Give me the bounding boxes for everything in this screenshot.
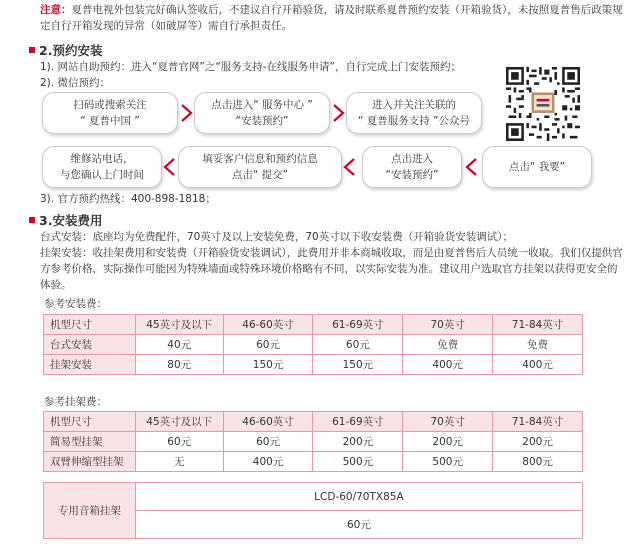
speaker-bracket-table: [43, 482, 583, 539]
flow-step-phone-confirm: 维修站电话， 与您确认上门时间: [42, 146, 162, 188]
section-bullet-icon: [29, 47, 35, 53]
booking-wechat: 2). 微信预约：: [40, 77, 110, 89]
flow-step-enter-booking: 点击进入 “安装预约”: [362, 146, 462, 188]
table-row: 台式安装 40元 60元 60元 免费 免费: [44, 335, 583, 355]
flow-step-service-center: 点击进入“ 服务中心 ” “安装预约”: [194, 92, 330, 134]
table-row: 挂架安装 80元 150元 150元 400元 400元: [44, 355, 583, 375]
desktop-install-note: 台式安装：底座均为免费配件，70英寸及以上安装免费，70英寸以下收安装费（开箱验货安装调试）；: [40, 231, 513, 243]
wechat-qr-code: [506, 67, 580, 141]
table-header-row: 机型尺寸 45英寸及以下 46-60英寸 61-69英寸 70英寸 71-84英寸: [44, 315, 583, 335]
speaker-bracket-label: 专用音箱挂架: [44, 483, 136, 539]
bracket-fee-caption: 参考挂架费：: [44, 396, 107, 408]
flow-step-click-want: 点击“ 我要”: [482, 146, 592, 188]
notice-body: 夏普电视外包装完好确认签收后，不建议自行开箱验货，请及时联系夏普预约安装（开箱验货），未按照夏普售后政策规定自行开箱发现的异常（如破屏等）需自行承担责任。: [40, 4, 623, 32]
flow-step-scan: 扫码或搜索关注 “ 夏普中国 ”: [42, 92, 178, 134]
arrow-left-icon: [162, 157, 178, 177]
notice-text: [40, 2, 626, 34]
arrow-right-icon: [178, 103, 194, 123]
bracket-fee-table: [43, 411, 583, 472]
flow-step-submit: 填妥客户信息和预约信息 点击“ 提交”: [178, 146, 342, 188]
install-fee-table: [43, 314, 583, 375]
table-row: 简易型挂架 60元 60元 200元 200元 200元: [44, 432, 583, 452]
booking-web: 1). 网站自助预约：进入“夏普官网”之“服务支持-在线服务申请”，自行完成上门安装预约；: [40, 61, 461, 73]
section-bullet-icon: [29, 217, 35, 223]
bracket-install-note: 挂架安装：收挂架费用和安装费（开箱验货安装调试），此费用并非本商城收取，而是由夏普售后人员统一收取。我们仅提供官方参考价格，实际操作可能因为特殊墙面或特殊环境价格略有不同，以实际安装为准。建议用户选取官方挂架以获得更安全的体验。: [40, 247, 623, 291]
flow-step-follow-account: 进入并关注关联的 “ 夏普服务支持 ”公众号: [346, 92, 482, 134]
section-title-booking: 2.预约安装: [29, 41, 102, 59]
arrow-right-icon: [330, 103, 346, 123]
speaker-bracket-price: 60元: [135, 511, 582, 539]
arrow-left-icon: [342, 157, 358, 177]
arrow-left-icon: [464, 157, 480, 177]
table-header-row: 机型尺寸 45英寸及以下 46-60英寸 61-69英寸 70英寸 71-84英寸: [44, 412, 583, 432]
speaker-bracket-model: LCD-60/70TX85A: [135, 483, 582, 511]
notice-label: 注意：: [40, 4, 72, 16]
section-title-fees: 3.安装费用: [29, 211, 102, 229]
booking-hotline: 3). 官方预约热线：400-898-1818；: [40, 193, 216, 205]
table-row: [44, 483, 583, 511]
install-fee-caption: 参考安装费：: [44, 298, 107, 310]
table-row: 双臂伸缩型挂架 无 400元 500元 500元 800元: [44, 452, 583, 472]
